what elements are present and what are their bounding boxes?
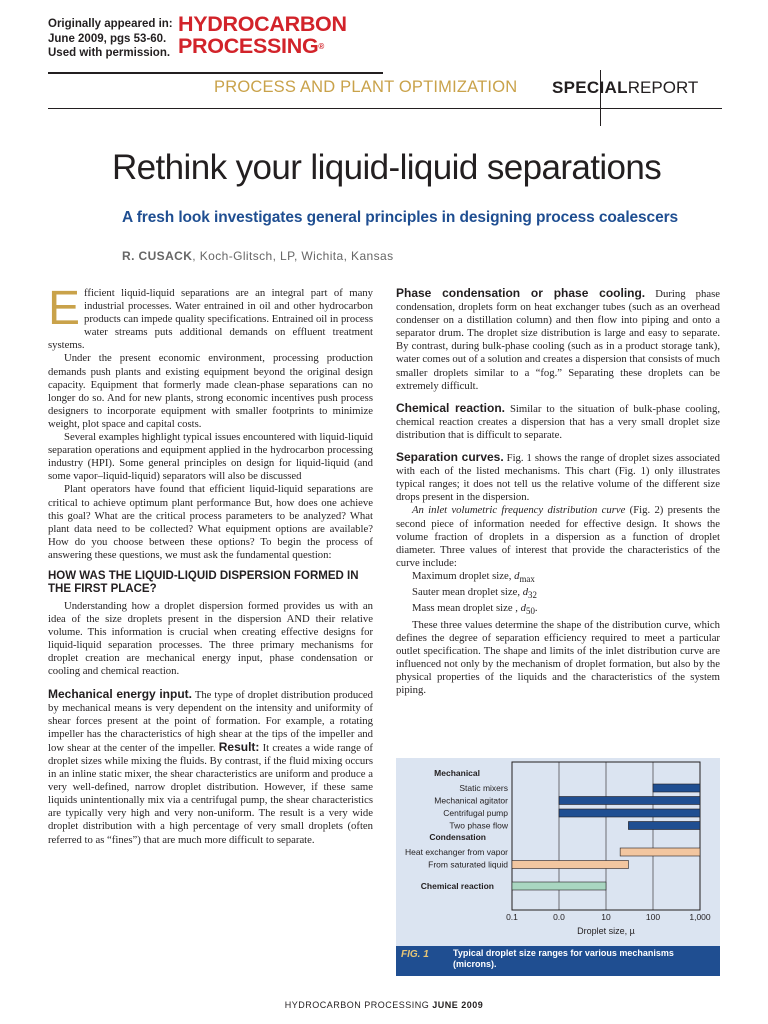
- section-heading-dispersion: HOW WAS THE LIQUID-LIQUID DISPERSION FORMED IN THE FIRST PLACE?: [48, 569, 359, 596]
- logo-line-1: HYDROCARBON: [178, 12, 347, 36]
- special-rest: REPORT: [627, 78, 699, 97]
- chart-x-tick-label: 1,000: [689, 912, 711, 922]
- chart-bar-condensation: [620, 848, 700, 856]
- article-column-left: [48, 282, 374, 847]
- figure-caption: Typical droplet size ranges for various mechanisms (microns).: [453, 948, 674, 969]
- chart-x-tick-label: 0.0: [553, 912, 565, 922]
- drop-cap: E: [48, 282, 81, 335]
- original-publication-note: [48, 17, 176, 61]
- paragraph-condensation: [396, 287, 720, 393]
- chart-x-tick-label: 10: [601, 912, 611, 922]
- chart-group-label: Chemical reaction: [420, 881, 494, 891]
- chart-bar-mechanical: [559, 797, 700, 805]
- mechanical-text-b: It creates a wide range of droplet sizes while mixing the fluids. By contrast, if the fluid mixing occurs in an inline static mixer, the shear characteristics are uniform and produce a very well-defined, narrow droplet distribution. However, if these same liquids unintentionally mix via a centrifugal pump, the shear characteristics are typically very high and very non-uniform. The result is a very wide droplet distribution with a high percentage of very small droplets (often referred to as “fines”) that are much more difficult to separate.: [48, 741, 373, 846]
- runin-separation: Separation curves.: [396, 450, 504, 465]
- intro-text: fficient liquid-liquid separations are an integral part of many industrial processes. Water entrained in oil and other hydrocarbon products can impede quality specifications. Entrained oil in process water streams puts additional demands on effluent treatment systems.: [48, 287, 373, 352]
- author-affiliation: , Koch-Glitsch, LP, Wichita, Kansas: [192, 249, 394, 263]
- paragraph-chemical: [396, 402, 720, 442]
- equation-d50: Mass mean droplet size , $d_{50}$.: [412, 602, 538, 617]
- paragraph-operators: Plant operators have found that efficient liquid-liquid separations are critical to achieve optimum plant performance But, how does one achieve this goal? What are the critical process parameters to be analyzed? What plant data need to be collected? What equipment options are available? How do you choose between these options? To begin the process of answering these questions, we must ask the fundamental question:: [48, 483, 373, 561]
- paragraph-inlet-curve: [396, 504, 720, 569]
- orig-line-1: Originally appeared in:: [48, 18, 173, 30]
- chart-bar-condensation: [512, 861, 628, 869]
- chart-x-tick-label: 100: [645, 912, 661, 922]
- article-headline: Rethink your liquid-liquid separations: [112, 148, 662, 187]
- chart-bar-mechanical: [559, 809, 700, 817]
- article-subtitle: A fresh look investigates general principles in designing process coalescers: [122, 209, 679, 226]
- chart-x-axis-label: Droplet size, µ: [577, 926, 635, 936]
- runin-mechanical: Mechanical energy input.: [48, 686, 193, 701]
- orig-line-2: June 2009, pgs 53-60.: [48, 32, 167, 45]
- header-rule: [48, 108, 722, 109]
- intro-paragraph: [48, 282, 373, 352]
- masthead-rule: [48, 72, 383, 74]
- equation-d32: Sauter mean droplet size, $d_{32}$: [412, 586, 537, 601]
- chart-bar-mechanical: [653, 784, 700, 792]
- runin-condensation: Phase condensation or phase cooling.: [396, 286, 646, 300]
- chart-group-label: Condensation: [429, 832, 486, 842]
- runin-result: Result:: [218, 739, 260, 754]
- paragraph-understanding: Understanding how a droplet dispersion formed provides us with an idea of the size droplets present in the dispersion AND their relative volume. This information is crucial when creating effective designs for liquid-liquid separation processes. The three primary mechanisms for droplet creation are mechanical energy input, phase condensation or cooling and chemical reaction.: [48, 599, 373, 678]
- author-name: R. CUSACK: [122, 249, 193, 263]
- footer-publication: HYDROCARBON PROCESSING: [284, 1000, 430, 1010]
- chart-bar-chemical: [512, 882, 606, 890]
- chart-x-tick-label: 0.1: [506, 912, 518, 922]
- condensation-text: During phase condensation, droplets form on heat exchanger tubes (such as an overhead condenser on a distillation column) and then flow into piping and onto a separator drum. The droplet size distribution is large and easy to separate. By contrast, during bulk-phase cooling (such as in a product storage tank), water comes out of a solution and creates a dispersion that consists of much smaller droplets similar to a “fog.” Separating these droplets can be extremely difficult.: [396, 288, 720, 392]
- logo-line-2: PROCESSING: [178, 33, 319, 58]
- section-title: PROCESS AND PLANT OPTIMIZATION: [214, 78, 518, 96]
- paragraph-economic: Under the present economic environment, processing production demands push plants and existing equipment beyond the original design capacity. Equipment that formerly made clean-phase separations can no longer do so. And for new plants, strong economic incentives push process designers to incorporate equipment with smaller footprints to minimize weight, plot space and capital costs.: [48, 352, 373, 430]
- figure-1-panel: [396, 758, 720, 976]
- orig-line-3: Used with permission.: [48, 47, 171, 59]
- mechanical-text-a: The type of droplet distribution produced by mechanical means is very dependent on the intensity and uniformity of shear forces present at the point of formation. For example, a rotating impeller has the characteristics of high shear at the tips of the impeller and low shear at the center of the impeller.: [48, 688, 374, 754]
- chart-row-label: Static mixers: [459, 783, 508, 793]
- paragraph-mechanical: [48, 688, 373, 847]
- registered-mark: ®: [318, 41, 324, 51]
- paragraph-distribution: These three values determine the shape of the distribution curve, which defines the degree of separation efficiency required to meet a particular outlet specification. The shape and limits of the inlet distribution curve are influenced not only by the mechanism of droplet formation, but also by the physical properties of the liquids and the characteristics of the system piping.: [396, 618, 720, 697]
- footer-date: JUNE 2009: [432, 1000, 484, 1010]
- special-bold: SPECIAL: [552, 78, 628, 97]
- author-line: [122, 249, 393, 263]
- runin-chemical: Chemical reaction.: [396, 400, 506, 415]
- article-column-right: [396, 287, 720, 697]
- chemical-text: Similar to the situation of bulk-phase cooling, chemical reaction creates a dispersion that has a very small droplet size distribution that is difficult to separate.: [396, 402, 720, 441]
- figure-label: FIG. 1: [401, 949, 429, 960]
- publication-logo: [178, 14, 347, 57]
- page-footer: [0, 1000, 768, 1010]
- separation-text: Fig. 1 shows the range of droplet sizes associated with each of the listed mechanisms. This chart (Fig. 1) only illustrates typical ranges; it does not tell us the relative volume of the different size drops present in the dispersion.: [396, 452, 720, 504]
- chart-row-label: Mechanical agitator: [434, 795, 508, 806]
- equation-dmax: Maximum droplet size, $d_{max}$: [412, 569, 535, 585]
- chart-row-label: Heat exchanger from vapor: [405, 847, 508, 857]
- inlet-curve-term: An inlet volumetric frequency distribution curve: [412, 504, 626, 517]
- paragraph-examples: Several examples highlight typical issues encountered with liquid-liquid separation operations and equipment applied in the hydrocarbon processing industry (HPI). Some general principles on design for liquid-liquid (and some vapor–liquid-liquid) separators will also be discussed: [48, 431, 373, 483]
- inlet-curve-text: (Fig. 2) presents the second piece of information needed for effective design. It shows the volume fraction of droplets in a dispersion as a function of droplet diameter. Three values of interest that provide the characteristics of the curve include:: [396, 504, 720, 569]
- special-report-label: [552, 78, 698, 98]
- paragraph-separation: [396, 451, 720, 504]
- droplet-size-chart: [396, 758, 720, 946]
- chart-row-label: From saturated liquid: [428, 859, 508, 870]
- chart-bar-mechanical: [628, 822, 700, 830]
- chart-row-label: Two phase flow: [449, 820, 508, 831]
- chart-row-label: Centrifugal pump: [443, 808, 508, 818]
- chart-group-label: Mechanical: [434, 768, 480, 778]
